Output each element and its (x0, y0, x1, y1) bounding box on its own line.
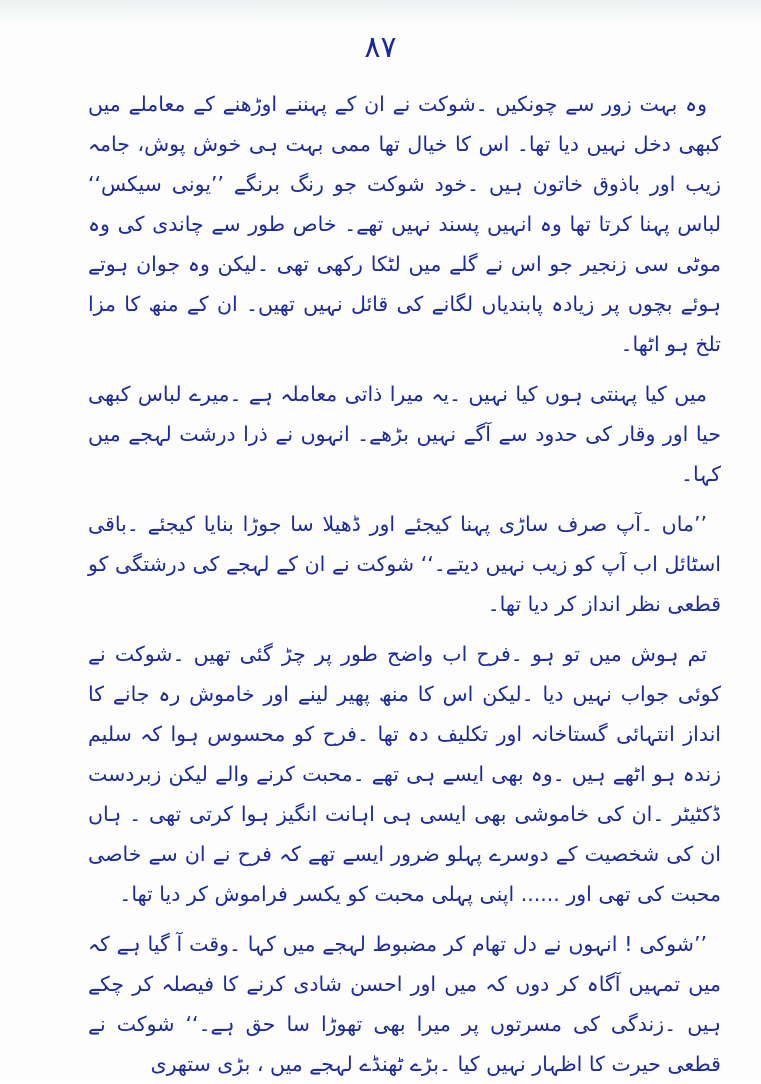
page-number: ۸۷ (364, 30, 397, 65)
paragraph-4: تم ہوش میں تو ہو ۔فرح اب واضح طور پر چڑ گئی تھیں ۔شوکت نے کوئی جواب نہیں دیا ۔لیکن اس کا منھ پھیر لینے اور خاموش رہ جانے کا انداز انتہائی گستاخانہ اور تکلیف دہ تھا ۔فرح کو محسوس ہوا کہ سلیم زندہ ہو اٹھے ہیں ۔وہ بھی ایسے ہی تھے ۔محبت کرنے والے لیکن زبردست ڈکٹیٹر ۔ان کی خاموشی بھی ایسی ہی اہانت انگیز ہوا کرتی تھی ۔ ہاں ان کی شخصیت کے دوسرے پہلو ضرور ایسے تھے کہ فرح نے ان سے خاصی محبت کی تھی اور ...... اپنی پہلی محبت کو یکسر فراموش کر دیا تھا۔ (88, 642, 721, 906)
body-text (88, 84, 721, 1084)
paragraph-5: ’’شوکی ! انہوں نے دل تھام کر مضبوط لہجے میں کہا ۔وقت آ گیا ہے کہ میں تمہیں آگاہ کر دوں کہ میں اور احسن شادی کرنے کا فیصلہ کر چکے ہیں ۔زندگی کی مسرتوں پر میرا بھی تھوڑا سا حق ہے۔‘‘ شوکت نے قطعی حیرت کا اظہار نہیں کیا ۔بڑے ٹھنڈے لہجے میں ، بڑی ستھری (88, 932, 721, 1076)
scan-edge (0, 0, 761, 28)
paragraph-1: وہ بہت زور سے چونکیں ۔شوکت نے ان کے پہننے اوڑھنے کے معاملے میں کبھی دخل نہیں دیا تھا۔ اس کا خیال تھا ممی بہت ہی خوش پوش، جامہ زیب اور باذوق خاتون ہیں ۔خود شوکت جو رنگ برنگے ’’یونی سیکس‘‘ لباس پہنا کرتا تھا وہ انہیں پسند نہیں تھے۔ خاص طور سے چاندی کی وہ موٹی سی زنجیر جو اس نے گلے میں لٹکا رکھی تھی ۔لیکن وہ جوان ہوتے ہوئے بچوں پر زیادہ پابندیاں لگانے کی قائل نہیں تھیں۔ ان کے منھ کا مزا تلخ ہو اٹھا۔ (88, 92, 721, 356)
paragraph-3: ’’ماں ۔آپ صرف ساڑی پہنا کیجئے اور ڈھیلا سا جوڑا بنایا کیجئے ۔باقی اسٹائل اب آپ کو زیب نہیں دیتے۔‘‘ شوکت نے ان کے لہجے کی درشتگی کو قطعی نظر انداز کر دیا تھا۔ (88, 512, 721, 616)
paragraph-2: میں کیا پہنتی ہوں کیا نہیں ۔یہ میرا ذاتی معاملہ ہے ۔میرے لباس کبھی حیا اور وقار کی حدود سے آگے نہیں بڑھے۔ انہوں نے ذرا درشت لہجے میں کہا۔ (88, 382, 721, 486)
